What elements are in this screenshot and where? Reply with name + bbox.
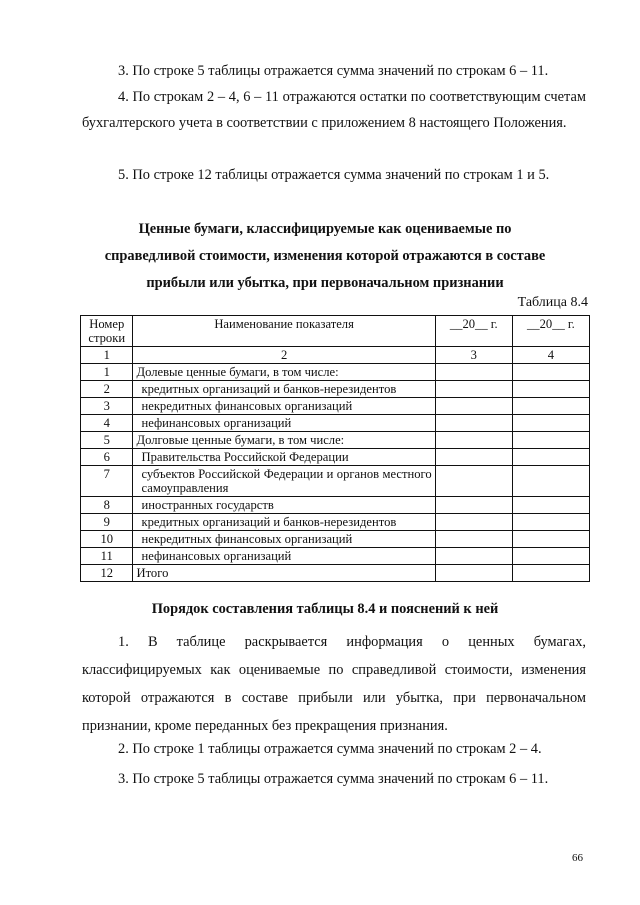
page-number: 66 <box>572 852 583 864</box>
cell-year-4 <box>512 398 589 415</box>
procedure-title: Порядок составления таблицы 8.4 и пояснений к ней <box>151 601 499 617</box>
cell-year-4 <box>512 432 589 449</box>
intro-paragraph-3: 5. По строке 12 таблицы отражается сумма значений по строкам 1 и 5. <box>118 167 550 183</box>
procedure-paragraph-3: 3. По строке 5 таблицы отражается сумма значений по строкам 6 – 11. <box>118 771 549 787</box>
cell-year-4 <box>512 466 589 497</box>
cell-year-3 <box>435 497 512 514</box>
row-name: иностранных государств <box>133 497 435 514</box>
row-name: кредитных организаций и банков-нерезидентов <box>133 514 435 531</box>
table-row <box>81 364 590 381</box>
table-header-row <box>81 316 590 347</box>
procedure-paragraph-1: 1. В таблице раскрывается информация о ценных бумагах, классифицируемых как оцениваемые по справедливой стоимости, изменения которой отражаются в составе прибыли или убытка, при первоначальном признании, кроме переданных без прекращения признания. <box>82 634 586 734</box>
table-row <box>81 565 590 582</box>
row-number: 7 <box>81 466 133 497</box>
cell-year-3 <box>435 514 512 531</box>
cell-year-4 <box>512 531 589 548</box>
cell-year-3 <box>435 415 512 432</box>
section-title-line-1: Ценные бумаги, классифицируемые как оцениваемые по <box>138 221 512 237</box>
section-title-line-2: справедливой стоимости, изменения которой отражаются в составе <box>104 248 546 264</box>
table-row <box>81 514 590 531</box>
row-number: 2 <box>81 381 133 398</box>
procedure-paragraph-2: 2. По строке 1 таблицы отражается сумма значений по строкам 2 – 4. <box>118 741 542 757</box>
cell-year-3 <box>435 565 512 582</box>
row-number: 3 <box>81 398 133 415</box>
row-name: Правительства Российской Федерации <box>133 449 435 466</box>
row-number: 10 <box>81 531 133 548</box>
cell-year-4 <box>512 364 589 381</box>
row-name: некредитных финансовых организаций <box>133 398 435 415</box>
row-name: некредитных финансовых организаций <box>133 531 435 548</box>
row-name: Итого <box>133 565 435 582</box>
cell-year-4 <box>512 449 589 466</box>
row-name: кредитных организаций и банков-нерезидентов <box>133 381 435 398</box>
cell-year-3 <box>435 432 512 449</box>
header-year-3: __20__ г. <box>435 316 512 347</box>
row-number: 5 <box>81 432 133 449</box>
cell-year-3 <box>435 364 512 381</box>
row-name: Долевые ценные бумаги, в том числе: <box>133 364 435 381</box>
cell-year-3 <box>435 398 512 415</box>
table-caption: Таблица 8.4 <box>517 295 588 310</box>
header-year-4: __20__ г. <box>512 316 589 347</box>
row-name: субъектов Российской Федерации и органов местного самоуправления <box>133 466 435 497</box>
table-row <box>81 531 590 548</box>
table-row <box>81 415 590 432</box>
row-number: 8 <box>81 497 133 514</box>
table-row <box>81 381 590 398</box>
cell-year-3 <box>435 381 512 398</box>
cell-year-4 <box>512 381 589 398</box>
table-row <box>81 497 590 514</box>
cell-year-4 <box>512 497 589 514</box>
cell-year-4 <box>512 415 589 432</box>
row-number: 1 <box>81 364 133 381</box>
header-row-number: Номер строки <box>81 316 133 347</box>
table-row <box>81 449 590 466</box>
cell-year-3 <box>435 548 512 565</box>
intro-paragraph-1: 3. По строке 5 таблицы отражается сумма значений по строкам 6 – 11. <box>118 63 549 79</box>
column-number-4: 4 <box>512 347 589 364</box>
row-number: 9 <box>81 514 133 531</box>
table-row <box>81 432 590 449</box>
cell-year-3 <box>435 466 512 497</box>
column-numbers-row <box>81 347 590 364</box>
cell-year-4 <box>512 514 589 531</box>
header-indicator-name: Наименование показателя <box>133 316 435 347</box>
row-name: нефинансовых организаций <box>133 548 435 565</box>
row-number: 11 <box>81 548 133 565</box>
section-title-line-3: прибыли или убытка, при первоначальном признании <box>146 275 504 291</box>
row-name: Долговые ценные бумаги, в том числе: <box>133 432 435 449</box>
row-number: 6 <box>81 449 133 466</box>
data-table <box>80 315 590 582</box>
intro-paragraph-2: 4. По строкам 2 – 4, 6 – 11 отражаются остатки по соответствующим счетам бухгалтерского учета в соответствии с приложением 8 настоящего Положения. <box>82 89 586 131</box>
table-row <box>81 398 590 415</box>
column-number-1: 1 <box>81 347 133 364</box>
column-number-3: 3 <box>435 347 512 364</box>
table-row <box>81 466 590 497</box>
row-number: 4 <box>81 415 133 432</box>
row-number: 12 <box>81 565 133 582</box>
cell-year-4 <box>512 548 589 565</box>
cell-year-3 <box>435 449 512 466</box>
table-row <box>81 548 590 565</box>
row-name: нефинансовых организаций <box>133 415 435 432</box>
column-number-2: 2 <box>133 347 435 364</box>
cell-year-4 <box>512 565 589 582</box>
cell-year-3 <box>435 531 512 548</box>
